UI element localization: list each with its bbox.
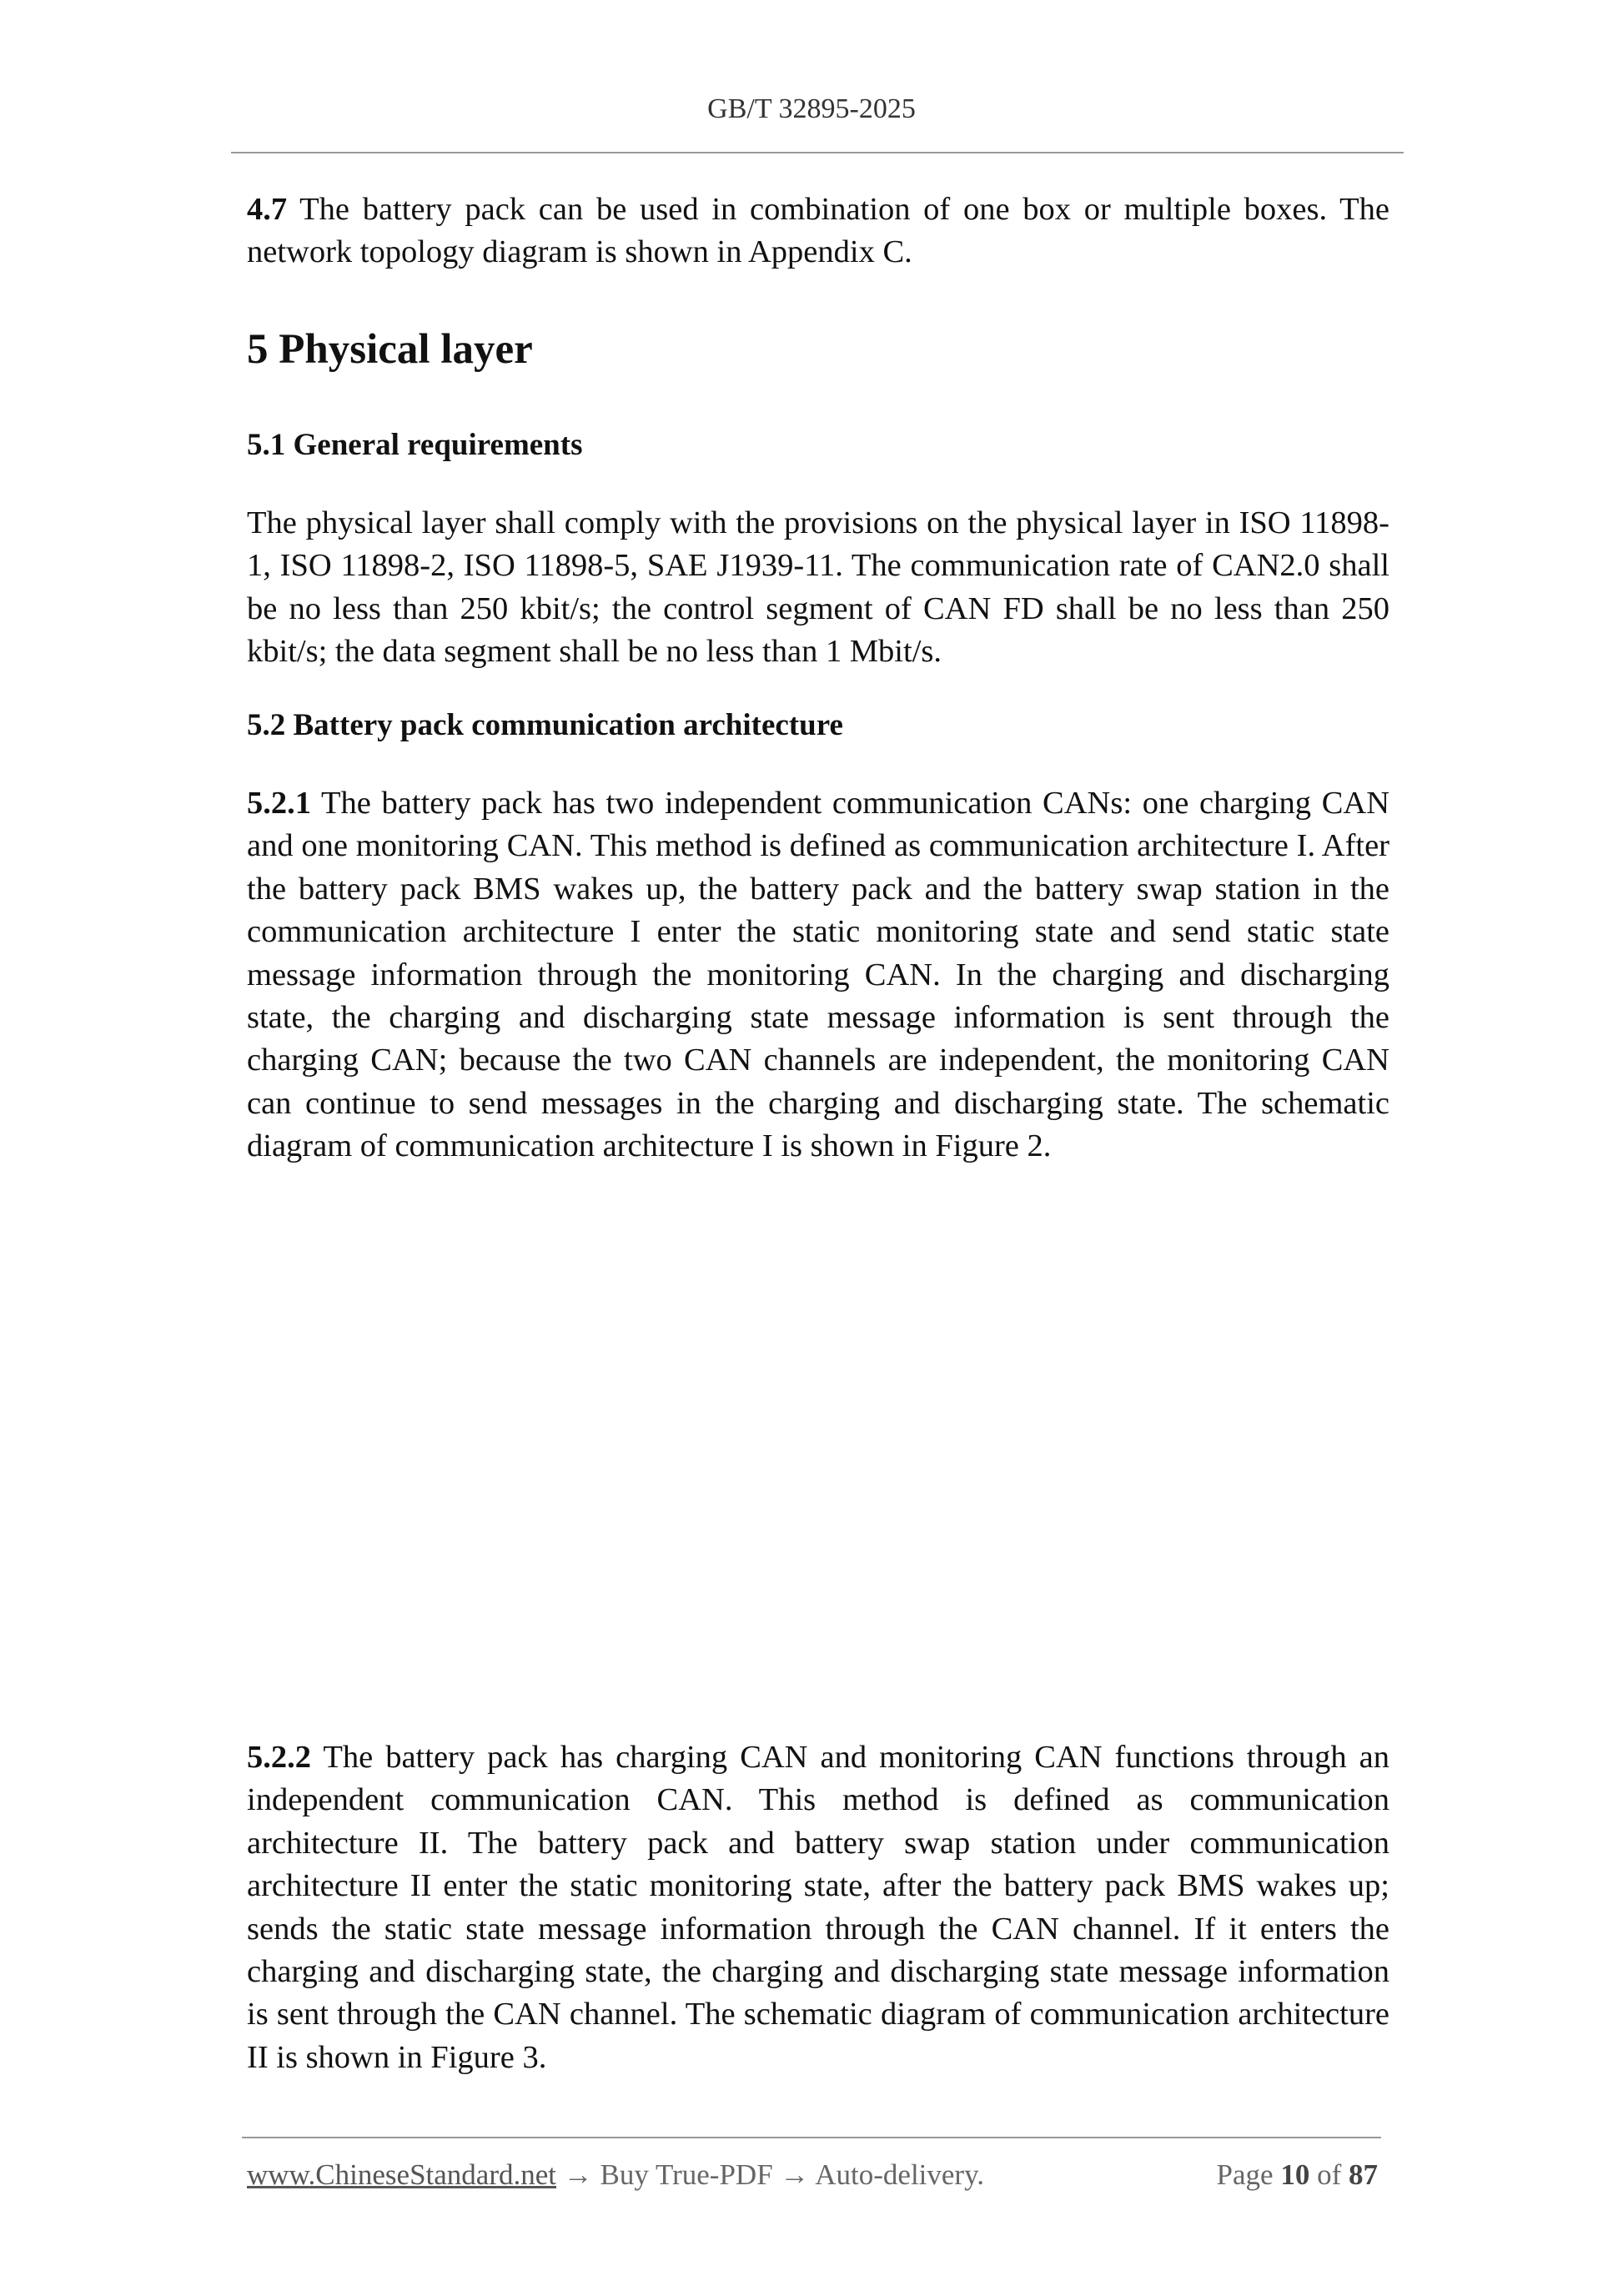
footer-divider [242,2137,1381,2138]
section-heading-5: 5 Physical layer [247,326,533,373]
subsection-heading-5-2: 5.2 Battery pack communication architecture [247,708,843,742]
footer-promo [247,2158,984,2192]
clause-4-7 [247,188,1389,274]
current-page-number: 10 [1280,2158,1310,2191]
page-label: Page [1216,2158,1274,2191]
clause-number: 5.2.1 [247,786,311,821]
website-link[interactable]: www.ChineseStandard.net [247,2158,556,2191]
clause-5-2-1 [247,782,1389,1168]
figure-placeholder [247,1184,1389,1701]
page-indicator [1217,2158,1378,2192]
clause-5-2-2 [247,1736,1389,2079]
clause-number: 5.2.2 [247,1740,311,1775]
subsection-heading-5-1: 5.1 General requirements [247,428,583,462]
auto-delivery-text: Auto-delivery. [815,2158,985,2191]
clause-text: The battery pack can be used in combination of one box or multiple boxes. The network topology diagram is shown in Appendix C. [247,192,1389,270]
clause-text: The battery pack has charging CAN and monitoring CAN functions through an independent communication CAN. This method is defined as communication architecture II. The battery pack and battery swap station under communication architecture II enter the static monitoring state, after the battery pack BMS wakes up; sends the static state message information through the CAN channel. If it enters the charging and discharging state, the charging and discharging state message information is sent through the CAN channel. The schematic diagram of communication architecture II is shown in Figure 3. [247,1740,1389,2075]
clause-text: The battery pack has two independent communication CANs: one charging CAN and one monitoring CAN. This method is defined as communication architecture I. After the battery pack BMS wakes up, the battery pack and the battery swap station in the communication architecture I enter the static monitoring state and send static state message information through the monitoring CAN. In the charging and discharging state, the charging and discharging state message information is sent through the charging CAN; because the two CAN channels are independent, the monitoring CAN can continue to send messages in the charging and discharging state. The schematic diagram of communication architecture I is shown in Figure 2. [247,786,1389,1164]
buy-true-pdf-text: Buy True-PDF [600,2158,773,2191]
of-label: of [1317,2158,1342,2191]
arrow-icon: → [780,2158,810,2191]
document-header-title: GB/T 32895-2025 [707,93,916,124]
paragraph-5-1: The physical layer shall comply with the provisions on the physical layer in ISO 11898-1, ISO 11898-2, ISO 11898-5, SAE J1939-11. The communication rate of CAN2.0 shall be no less than 250 kbit/s; the control segment of CAN FD shall be no less than 250 kbit/s; the data segment shall be no less than 1 Mbit/s. [247,505,1389,670]
clause-number: 4.7 [247,192,288,227]
total-pages-number: 87 [1349,2158,1378,2191]
header-divider [231,152,1404,153]
arrow-icon: → [563,2158,593,2191]
